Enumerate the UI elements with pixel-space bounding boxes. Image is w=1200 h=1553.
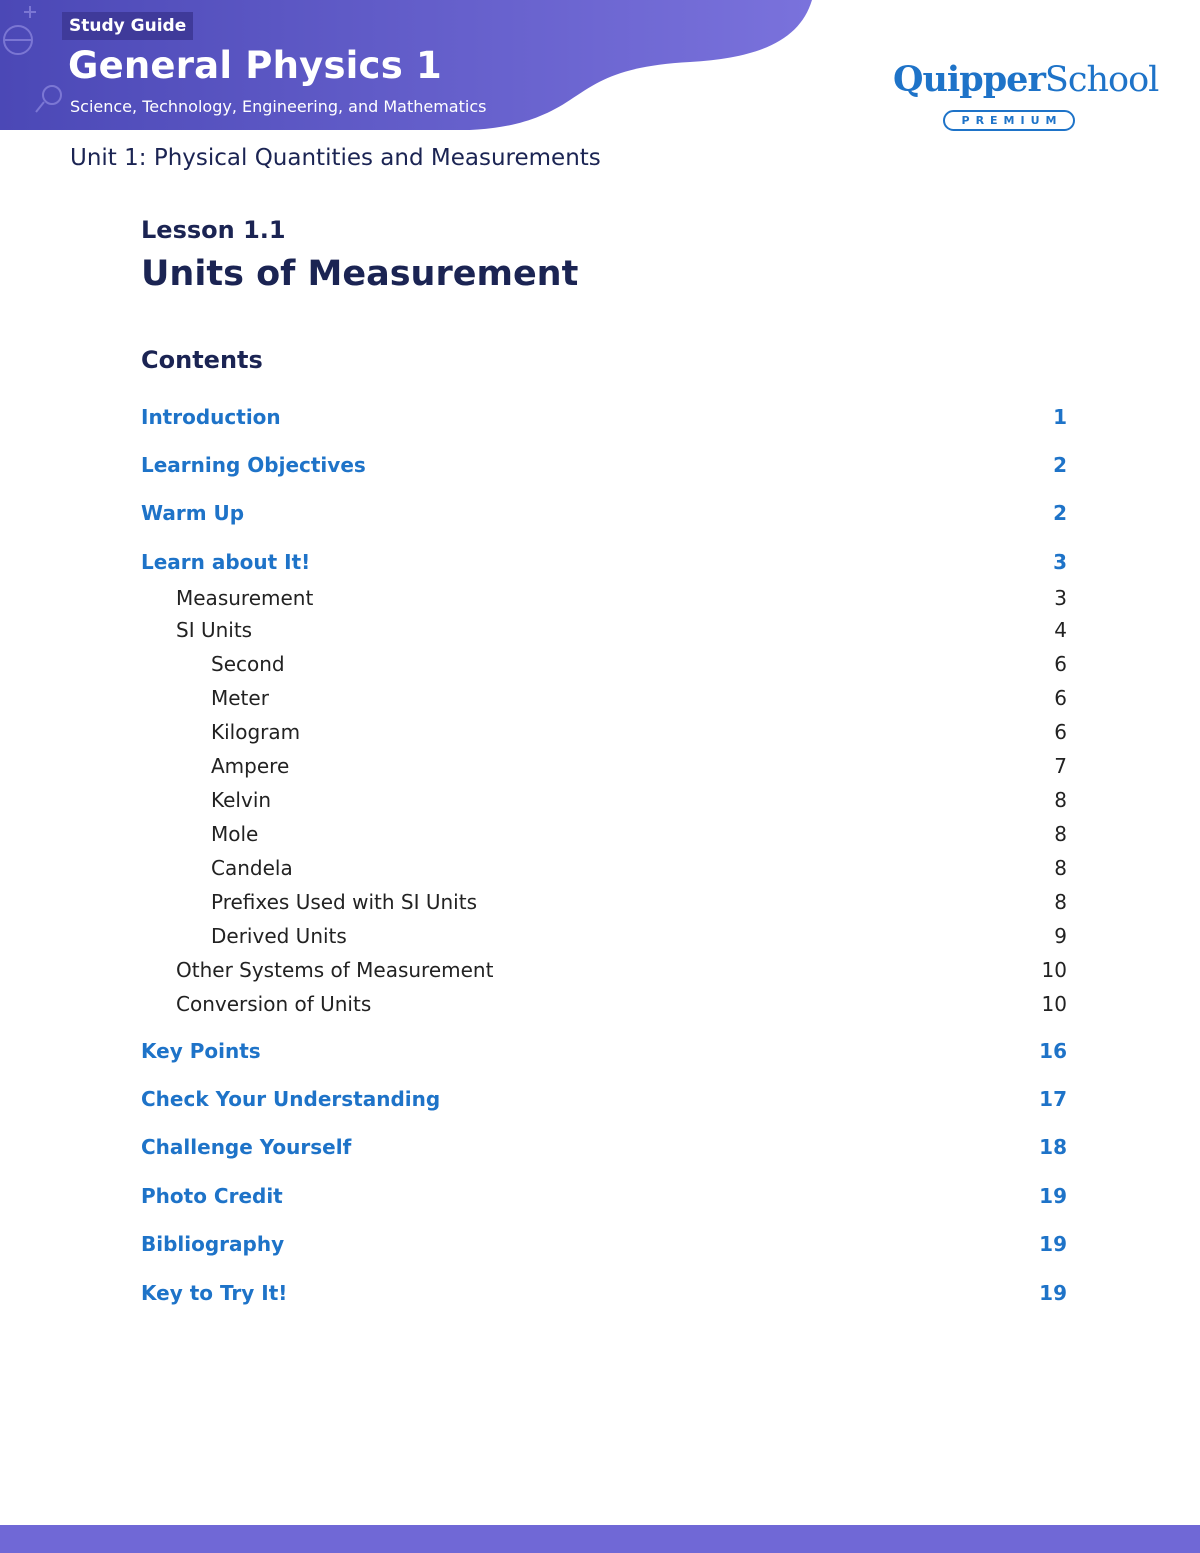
- toc-entry-page: 8: [1054, 788, 1067, 812]
- toc-entry-label: Warm Up: [141, 501, 245, 525]
- toc-subentry[interactable]: [141, 989, 1067, 1019]
- toc-entry-label: SI Units: [176, 618, 253, 642]
- study-guide-badge: Study Guide: [62, 12, 193, 40]
- quipper-school-logo: [893, 59, 1159, 136]
- toc-entry-label: Challenge Yourself: [141, 1135, 352, 1159]
- toc-entry-label: Prefixes Used with SI Units: [211, 890, 477, 914]
- toc-entry-page: 3: [1053, 550, 1067, 574]
- lesson-title: Units of Measurement: [141, 254, 579, 294]
- toc-subsubentry[interactable]: [141, 717, 1067, 747]
- toc-entry[interactable]: [141, 450, 1067, 480]
- course-title: General Physics 1: [68, 44, 442, 87]
- toc-entry-page: 16: [1039, 1039, 1067, 1063]
- toc-entry-label: Check Your Understanding: [141, 1087, 441, 1111]
- toc-subsubentry[interactable]: [141, 853, 1067, 883]
- toc-entry-page: 7: [1054, 754, 1067, 778]
- toc-entry-page: 19: [1039, 1184, 1067, 1208]
- toc-subsubentry[interactable]: [141, 649, 1067, 679]
- logo-brand-secondary: School: [1044, 60, 1159, 100]
- toc-entry-label: Derived Units: [211, 924, 347, 948]
- toc-entry-page: 10: [1041, 958, 1067, 982]
- toc-entry-label: Learning Objectives: [141, 453, 366, 477]
- toc-subentry[interactable]: [141, 615, 1067, 645]
- toc-subsubentry[interactable]: [141, 751, 1067, 781]
- toc-entry-label: Second: [211, 652, 285, 676]
- toc-entry-label: Kelvin: [211, 788, 272, 812]
- toc-entry-page: 6: [1054, 720, 1067, 744]
- toc-entry-page: 3: [1054, 586, 1067, 610]
- logo-brand-primary: Quipper: [893, 59, 1045, 100]
- course-subtitle: Science, Technology, Engineering, and Mathematics: [70, 97, 487, 116]
- toc-entry-page: 19: [1039, 1281, 1067, 1305]
- toc-entry-page: 4: [1054, 618, 1067, 642]
- toc-entry-page: 6: [1054, 686, 1067, 710]
- footer-bar: [0, 1525, 1200, 1553]
- toc-entry-page: 8: [1054, 822, 1067, 846]
- toc-entry-label: Conversion of Units: [176, 992, 372, 1016]
- toc-entry[interactable]: [141, 1084, 1067, 1114]
- toc-subentry[interactable]: [141, 955, 1067, 985]
- lesson-number: Lesson 1.1: [141, 216, 286, 244]
- toc-subsubentry[interactable]: [141, 819, 1067, 849]
- logo-premium-pill: PREMIUM: [943, 110, 1075, 131]
- contents-heading: Contents: [141, 346, 263, 374]
- toc-entry[interactable]: [141, 547, 1067, 577]
- toc-entry[interactable]: [141, 1181, 1067, 1211]
- toc-entry[interactable]: [141, 1229, 1067, 1259]
- toc-subsubentry[interactable]: [141, 785, 1067, 815]
- toc-entry-label: Ampere: [211, 754, 290, 778]
- toc-entry-page: 10: [1041, 992, 1067, 1016]
- toc-entry-page: 2: [1053, 453, 1067, 477]
- toc-entry-label: Key Points: [141, 1039, 261, 1063]
- toc-entry[interactable]: [141, 402, 1067, 432]
- toc-entry-label: Learn about It!: [141, 550, 311, 574]
- toc-entry-page: 18: [1039, 1135, 1067, 1159]
- toc-entry-label: Bibliography: [141, 1232, 285, 1256]
- toc-entry-label: Meter: [211, 686, 269, 710]
- toc-entry[interactable]: [141, 1278, 1067, 1308]
- toc-entry[interactable]: [141, 1036, 1067, 1066]
- toc-subentry[interactable]: [141, 583, 1067, 613]
- toc-entry-page: 6: [1054, 652, 1067, 676]
- toc-entry-label: Measurement: [176, 586, 314, 610]
- toc-entry-page: 1: [1053, 405, 1067, 429]
- toc-subsubentry[interactable]: [141, 921, 1067, 951]
- toc-entry-label: Other Systems of Measurement: [176, 958, 494, 982]
- toc-entry[interactable]: [141, 498, 1067, 528]
- toc-entry-label: Kilogram: [211, 720, 301, 744]
- toc-entry-label: Introduction: [141, 405, 281, 429]
- toc-entry[interactable]: [141, 1132, 1067, 1162]
- toc-entry-page: 8: [1054, 856, 1067, 880]
- toc-entry-page: 19: [1039, 1232, 1067, 1256]
- toc-entry-label: Photo Credit: [141, 1184, 283, 1208]
- toc-entry-label: Candela: [211, 856, 293, 880]
- toc-entry-page: 2: [1053, 501, 1067, 525]
- toc-entry-page: 9: [1054, 924, 1067, 948]
- toc-entry-page: 17: [1039, 1087, 1067, 1111]
- science-doodle-icon: [0, 0, 70, 120]
- toc-subsubentry[interactable]: [141, 683, 1067, 713]
- toc-entry-page: 8: [1054, 890, 1067, 914]
- toc-subsubentry[interactable]: [141, 887, 1067, 917]
- toc-entry-label: Mole: [211, 822, 259, 846]
- toc-entry-label: Key to Try It!: [141, 1281, 288, 1305]
- unit-heading: Unit 1: Physical Quantities and Measurements: [70, 145, 601, 171]
